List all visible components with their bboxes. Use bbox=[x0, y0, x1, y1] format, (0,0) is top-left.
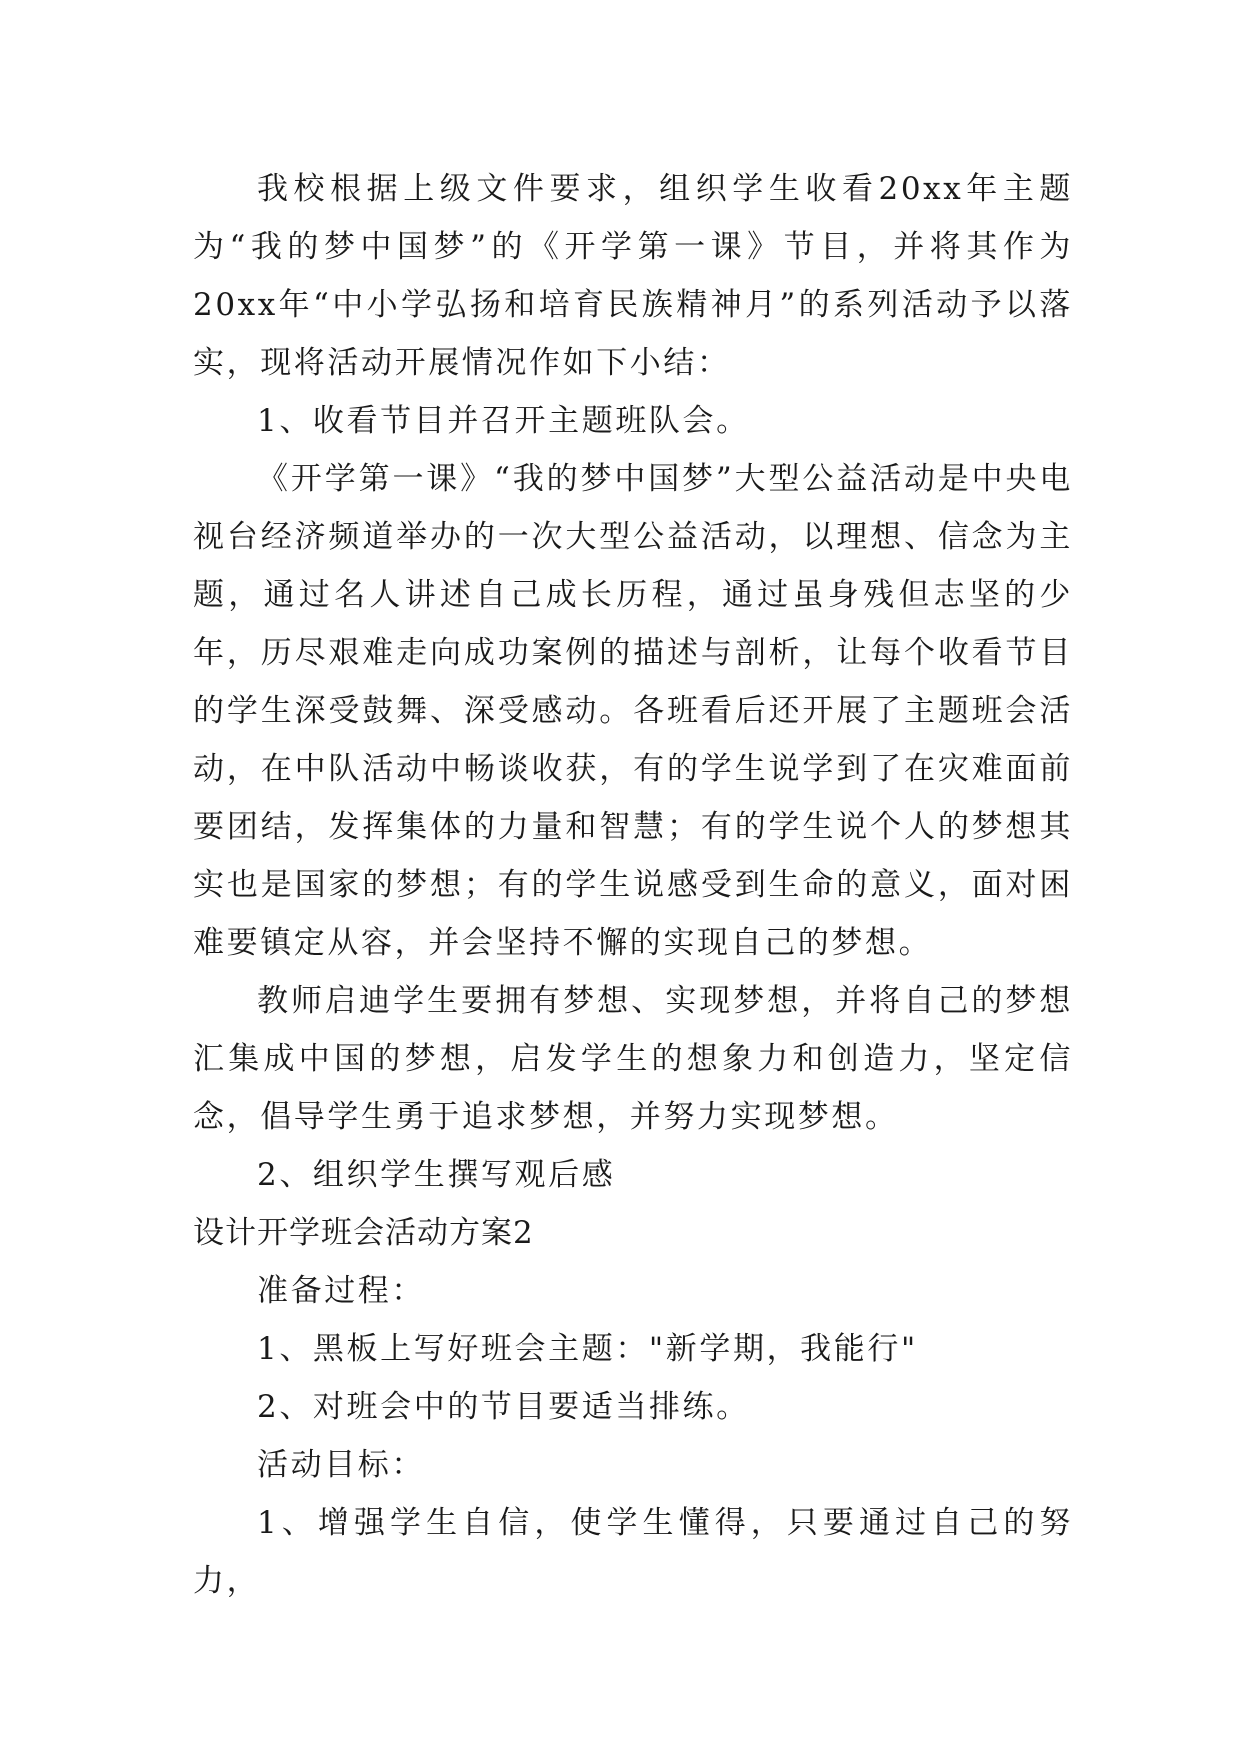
section-paragraph-preparation: 准备过程： bbox=[257, 1273, 425, 1309]
section-paragraph-prep-1: 1、黑板上写好班会主题："新学期，我能行" bbox=[257, 1331, 918, 1367]
paragraph-item-2: 2、组织学生撰写观后感 bbox=[257, 1157, 616, 1193]
paragraph-item-1: 1、收看节目并召开主题班队会。 bbox=[257, 403, 750, 439]
section-paragraph-goals: 活动目标： bbox=[257, 1447, 425, 1483]
section-title: 设计开学班会活动方案2 bbox=[193, 1215, 534, 1251]
document-body bbox=[193, 160, 1073, 1610]
section-paragraph-goal-1: 1、增强学生自信，使学生懂得，只要通过自己的努力， bbox=[193, 1505, 1073, 1599]
paragraph-teacher: 教师启迪学生要拥有梦想、实现梦想，并将自己的梦想汇集成中国的梦想，启发学生的想象力和创造力，坚定信念，倡导学生勇于追求梦想，并努力实现梦想。 bbox=[193, 983, 1073, 1135]
paragraph-intro: 我校根据上级文件要求，组织学生收看20xx年主题为“我的梦中国梦”的《开学第一课》节目，并将其作为20xx年“中小学弘扬和培育民族精神月”的系列活动予以落实，现将活动开展情况作如下小结： bbox=[193, 171, 1073, 381]
paragraph-description: 《开学第一课》“我的梦中国梦”大型公益活动是中央电视台经济频道举办的一次大型公益活动，以理想、信念为主题，通过名人讲述自己成长历程，通过虽身残但志坚的少年，历尽艰难走向成功案例的描述与剖析，让每个收看节目的学生深受鼓舞、深受感动。各班看后还开展了主题班会活动，在中队活动中畅谈收获，有的学生说学到了在灾难面前要团结，发挥集体的力量和智慧；有的学生说个人的梦想其实也是国家的梦想；有的学生说感受到生命的意义，面对困难要镇定从容，并会坚持不懈的实现自己的梦想。 bbox=[193, 461, 1073, 961]
section-paragraph-prep-2: 2、对班会中的节目要适当排练。 bbox=[257, 1389, 750, 1425]
